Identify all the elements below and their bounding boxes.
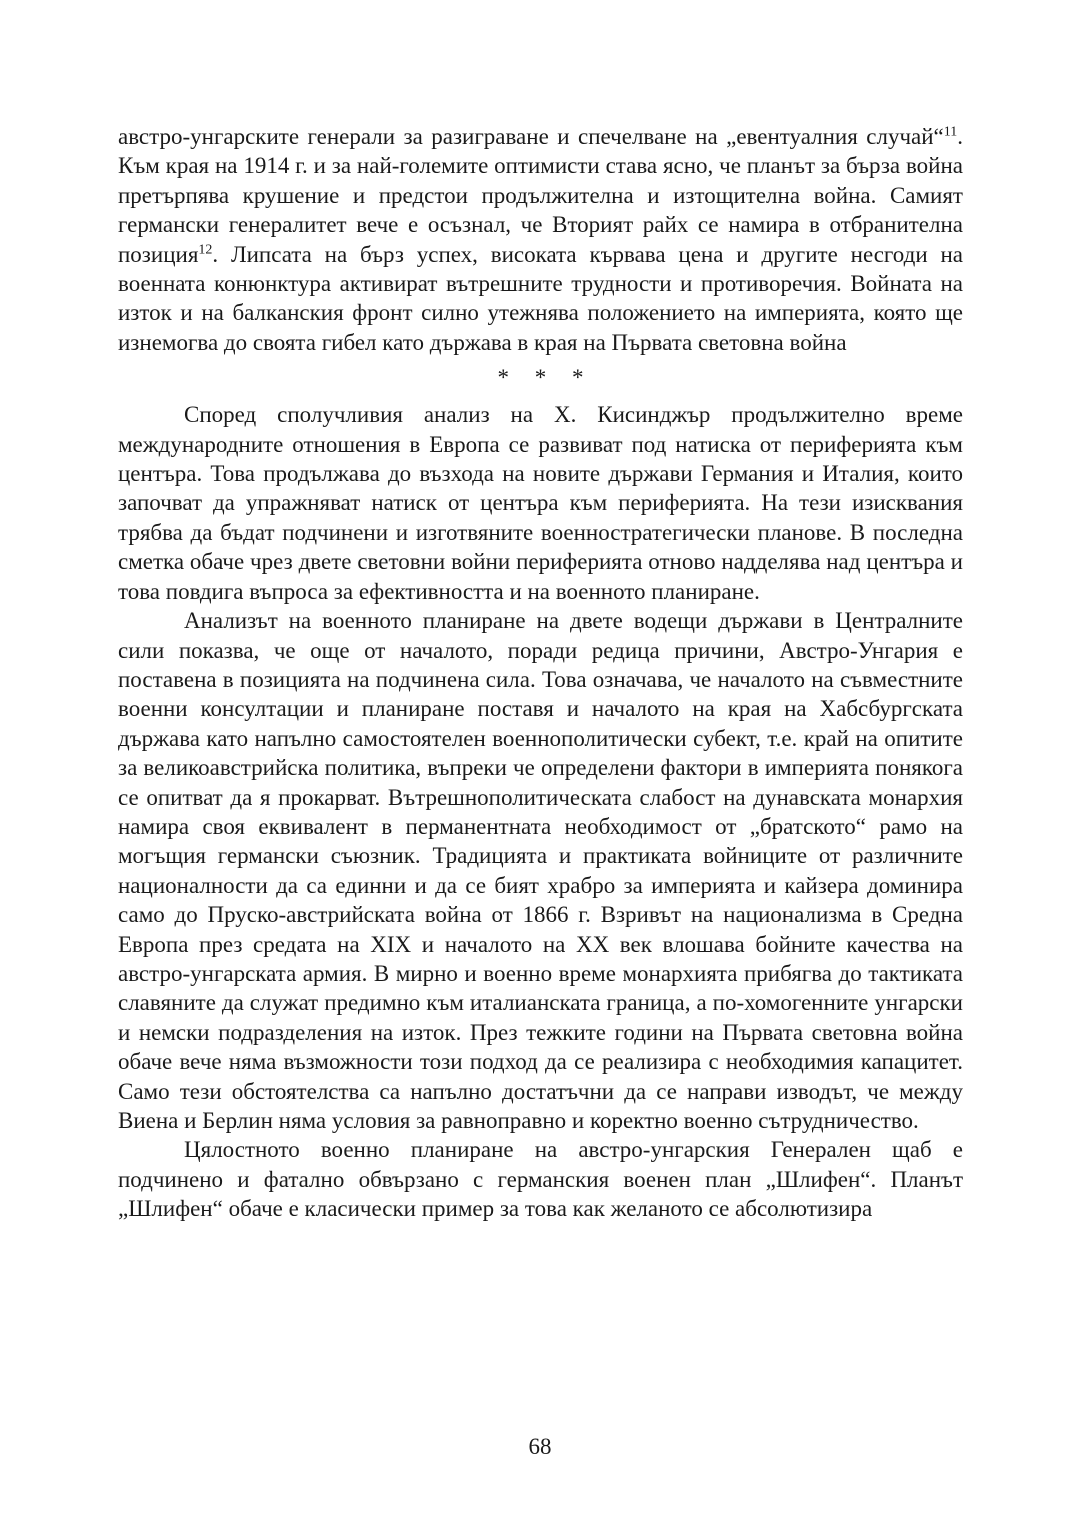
page-number: 68 [528, 1434, 552, 1459]
paragraph-1-text-c: . Липсата на бърз успех, високата кървава цена и другите несгоди на военната конюнктура активират вътрешните трудности и противоречия. Войната на изток и на балканския фронт силно утежнява положението на империята, която ще изнемогва до своята гибел като държава в края на Първата световна война [118, 241, 963, 355]
footnote-marker-11[interactable]: 11 [943, 124, 958, 140]
paragraph-schlieffen-plan: Цялостното военно планиране на австро-унгарския Генерален щаб е подчинено и фатално обвързано с германския военен план „Шлифен“. Планът „Шлифен“ обаче е класически пример за това как желаното се абсолютизира [118, 1137, 963, 1222]
footnote-marker-12[interactable]: 12 [198, 241, 213, 257]
paragraph-central-powers-analysis: Анализът на военното планиране на двете водещи държави в Централните сили показва, че още от началото, поради редица причини, Австро-Унгария е поставена в позицията на подчинена сила. Това означава, че началото на съвместните военни консултации и планиране поставя и началото на края на Хабсбургската държава като напълно самостоятелен военнополитически субект, т.е. край на опитите за великоавстрийска политика, въпреки че определени фактори в империята понякога се опитват да я прокарват. Вътрешнополитическата слабост на дунавската монархия намира своя еквивалент в перманентната необходимост от „братското“ рамо на могъщия германски съюзник. Традицията и практиката войниците от различните националности да са единни и да се бият храбро за империята и кайзера доминира само до Пруско-австрийската война от 1866 г. Взривът на национализма в Средна Европа през средата на XIX и началото на XX век влошава бойните качества на австро-унгарската армия. В мирно и военно време монархията прибягва до тактиката славяните да служат предимно към италианската граница, а по-хомогенните унгарски и немски подразделения на изток. През тежките години на Първата световна война обаче вече няма възможности този подход да се реализира с необходимия капацитет. Само тези обстоятелства са напълно достатъчни да се направи изводът, че между Виена и Берлин няма условия за равноправно и коректно военно сътрудничество. [118, 608, 963, 1133]
paragraph-1-text-b: . Към края на 1914 г. и за най-големите оптимисти става ясно, че планът за бърза война претърпява крушение и предстои продължителна и изтощителна война. Самият германски генералитет вече е осъзнал, че Вторият райх се намира в отбранителна позиция [118, 124, 963, 267]
paragraph-kissinger-analysis: Според сполучливия анализ на Х. Кисинджър продължително време международните отношения в Европа се развиват под натиска от периферията към центъра. Това продължава до възхода на новите държави Германия и Италия, които започват да упражняват натиск от центъра към периферията. На тези изисквания трябва да бъдат подчинени и изготвяните военностратегически планове. В последна сметка обаче чрез двете световни войни периферията отново надделява над центъра и това повдига въпроса за ефективността и на военното планиране. [118, 402, 963, 604]
section-separator: * * * [497, 365, 594, 391]
paragraph-continuation [118, 122, 963, 357]
page-body [118, 122, 963, 1224]
paragraph-1-text-a: австро-унгарските генерали за разиграване и спечелване на „евентуалния случай“ [118, 124, 944, 149]
